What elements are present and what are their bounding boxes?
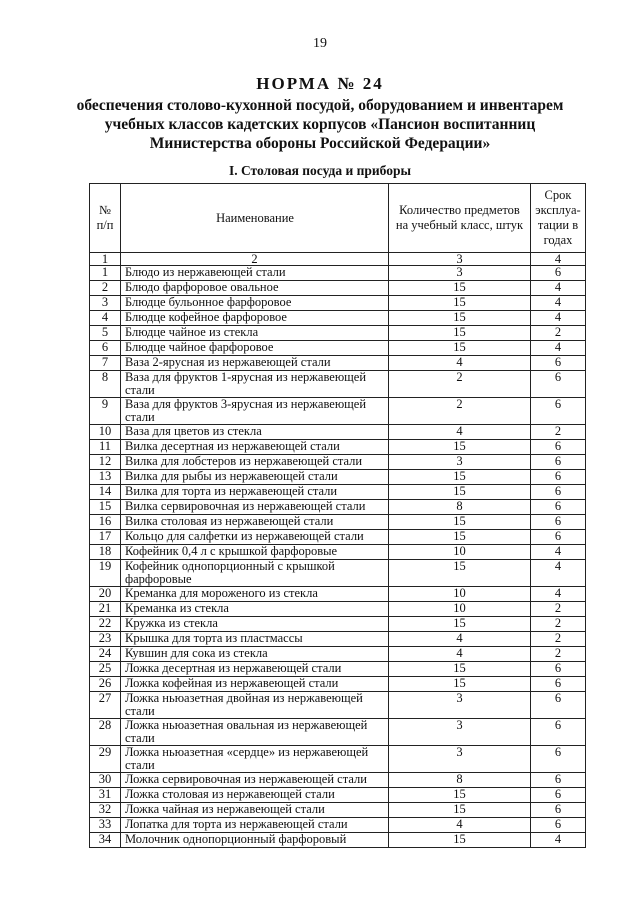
row-term: 4 (531, 545, 586, 560)
row-name: Ложка десертная из нержавеющей стали (121, 662, 389, 677)
row-term: 2 (531, 647, 586, 662)
row-number: 31 (90, 788, 121, 803)
row-number: 6 (90, 341, 121, 356)
row-term: 4 (531, 311, 586, 326)
row-qty: 15 (389, 326, 531, 341)
row-term: 6 (531, 266, 586, 281)
table-row (90, 425, 586, 440)
page-number: 19 (313, 36, 327, 51)
table-row (90, 356, 586, 371)
row-qty: 15 (389, 803, 531, 818)
row-name: Блюдо из нержавеющей стали (121, 266, 389, 281)
row-term: 6 (531, 818, 586, 833)
table-row (90, 719, 586, 746)
table-row (90, 692, 586, 719)
row-name: Ложка столовая из нержавеющей стали (121, 788, 389, 803)
row-qty: 15 (389, 560, 531, 587)
row-qty: 15 (389, 662, 531, 677)
table-row (90, 746, 586, 773)
index-cell: 2 (121, 253, 389, 266)
row-name: Ложка ньюазетная овальная из нержавеющей стали (121, 719, 389, 746)
row-number: 13 (90, 470, 121, 485)
row-number: 27 (90, 692, 121, 719)
row-qty: 2 (389, 371, 531, 398)
row-qty: 15 (389, 341, 531, 356)
row-name: Ваза для фруктов 3-ярусная из нержавеющей стали (121, 398, 389, 425)
table-row (90, 455, 586, 470)
table-row (90, 560, 586, 587)
row-name: Блюдце кофейное фарфоровое (121, 311, 389, 326)
row-number: 9 (90, 398, 121, 425)
table-index-row (90, 253, 586, 266)
table-header-row (90, 184, 586, 253)
table-row (90, 296, 586, 311)
row-name: Кофейник 0,4 л с крышкой фарфоровые (121, 545, 389, 560)
row-number: 4 (90, 311, 121, 326)
index-cell: 1 (90, 253, 121, 266)
row-term: 4 (531, 587, 586, 602)
row-qty: 4 (389, 818, 531, 833)
table-row (90, 587, 586, 602)
row-number: 5 (90, 326, 121, 341)
row-qty: 3 (389, 746, 531, 773)
row-name: Блюдо фарфоровое овальное (121, 281, 389, 296)
row-number: 25 (90, 662, 121, 677)
norm-table (89, 183, 586, 848)
row-name: Ложка сервировочная из нержавеющей стали (121, 773, 389, 788)
row-number: 34 (90, 833, 121, 848)
row-term: 4 (531, 341, 586, 356)
row-qty: 4 (389, 647, 531, 662)
row-qty: 15 (389, 485, 531, 500)
row-qty: 10 (389, 602, 531, 617)
row-number: 12 (90, 455, 121, 470)
row-term: 6 (531, 803, 586, 818)
table-row (90, 617, 586, 632)
row-qty: 15 (389, 833, 531, 848)
row-number: 14 (90, 485, 121, 500)
row-term: 6 (531, 485, 586, 500)
row-number: 10 (90, 425, 121, 440)
row-number: 15 (90, 500, 121, 515)
row-term: 6 (531, 788, 586, 803)
header-num: № п/п (90, 184, 121, 253)
row-term: 6 (531, 371, 586, 398)
table-row (90, 281, 586, 296)
row-term: 6 (531, 662, 586, 677)
row-name: Ваза для цветов из стекла (121, 425, 389, 440)
row-number: 26 (90, 677, 121, 692)
row-name: Вилка для торта из нержавеющей стали (121, 485, 389, 500)
row-term: 2 (531, 326, 586, 341)
row-term: 6 (531, 746, 586, 773)
row-name: Ложка кофейная из нержавеющей стали (121, 677, 389, 692)
row-name: Кофейник однопорционный с крышкой фарфоровые (121, 560, 389, 587)
row-name: Молочник однопорционный фарфоровый (121, 833, 389, 848)
row-term: 2 (531, 602, 586, 617)
header-name: Наименование (121, 184, 389, 253)
row-qty: 15 (389, 440, 531, 455)
row-name: Креманка из стекла (121, 602, 389, 617)
document-title: НОРМА № 24 (256, 74, 384, 93)
row-term: 6 (531, 500, 586, 515)
header-term: Срок эксплуа-тации в годах (531, 184, 586, 253)
row-term: 6 (531, 677, 586, 692)
row-number: 17 (90, 530, 121, 545)
table-row (90, 773, 586, 788)
table-row (90, 311, 586, 326)
document-subtitle: обеспечения столово-кухонной посудой, оборудованием и инвентарем учебных классов кадетских корпусов «Пансион воспитанниц Министерства обороны Российской Федерации» (76, 97, 564, 152)
row-name: Крышка для торта из пластмассы (121, 632, 389, 647)
row-term: 4 (531, 296, 586, 311)
row-term: 6 (531, 470, 586, 485)
row-qty: 15 (389, 617, 531, 632)
row-number: 20 (90, 587, 121, 602)
row-qty: 4 (389, 632, 531, 647)
row-term: 6 (531, 398, 586, 425)
row-name: Блюдце бульонное фарфоровое (121, 296, 389, 311)
row-name: Ваза 2-ярусная из нержавеющей стали (121, 356, 389, 371)
table-body (90, 266, 586, 848)
row-qty: 8 (389, 500, 531, 515)
row-qty: 3 (389, 266, 531, 281)
table-row (90, 632, 586, 647)
row-term: 6 (531, 515, 586, 530)
section-title: I. Столовая посуда и приборы (228, 163, 412, 178)
row-name: Ложка чайная из нержавеющей стали (121, 803, 389, 818)
table-row (90, 485, 586, 500)
table-row (90, 371, 586, 398)
table-row (90, 398, 586, 425)
table-row (90, 545, 586, 560)
row-number: 2 (90, 281, 121, 296)
index-cell: 3 (389, 253, 531, 266)
row-qty: 3 (389, 719, 531, 746)
row-qty: 10 (389, 545, 531, 560)
header-qty: Количество предметов на учебный класс, штук (389, 184, 531, 253)
row-number: 21 (90, 602, 121, 617)
row-qty: 15 (389, 530, 531, 545)
row-term: 6 (531, 719, 586, 746)
table-row (90, 647, 586, 662)
row-number: 33 (90, 818, 121, 833)
row-qty: 8 (389, 773, 531, 788)
row-term: 6 (531, 530, 586, 545)
row-number: 23 (90, 632, 121, 647)
row-term: 6 (531, 356, 586, 371)
row-term: 6 (531, 440, 586, 455)
table-row (90, 500, 586, 515)
row-name: Вилка сервировочная из нержавеющей стали (121, 500, 389, 515)
row-number: 11 (90, 440, 121, 455)
row-term: 4 (531, 281, 586, 296)
row-number: 24 (90, 647, 121, 662)
row-name: Кольцо для салфетки из нержавеющей стали (121, 530, 389, 545)
index-cell: 4 (531, 253, 586, 266)
row-qty: 3 (389, 455, 531, 470)
table-row (90, 818, 586, 833)
row-qty: 10 (389, 587, 531, 602)
table-row (90, 326, 586, 341)
table-row (90, 833, 586, 848)
row-term: 4 (531, 560, 586, 587)
row-term: 2 (531, 617, 586, 632)
row-number: 3 (90, 296, 121, 311)
table-row (90, 341, 586, 356)
row-qty: 15 (389, 311, 531, 326)
row-term: 2 (531, 632, 586, 647)
row-number: 18 (90, 545, 121, 560)
row-name: Ваза для фруктов 1-ярусная из нержавеющей стали (121, 371, 389, 398)
table-row (90, 788, 586, 803)
table-row (90, 803, 586, 818)
table-row (90, 266, 586, 281)
table-row (90, 440, 586, 455)
table-row (90, 602, 586, 617)
row-term: 6 (531, 692, 586, 719)
row-name: Ложка ньюазетная двойная из нержавеющей стали (121, 692, 389, 719)
row-qty: 15 (389, 677, 531, 692)
row-qty: 15 (389, 515, 531, 530)
row-number: 8 (90, 371, 121, 398)
row-name: Вилка столовая из нержавеющей стали (121, 515, 389, 530)
row-qty: 3 (389, 692, 531, 719)
row-number: 28 (90, 719, 121, 746)
table-row (90, 515, 586, 530)
row-name: Вилка для рыбы из нержавеющей стали (121, 470, 389, 485)
row-term: 4 (531, 833, 586, 848)
row-term: 2 (531, 425, 586, 440)
row-number: 19 (90, 560, 121, 587)
row-name: Кружка из стекла (121, 617, 389, 632)
row-qty: 15 (389, 296, 531, 311)
row-term: 6 (531, 773, 586, 788)
row-qty: 15 (389, 788, 531, 803)
row-qty: 4 (389, 356, 531, 371)
row-number: 22 (90, 617, 121, 632)
row-number: 1 (90, 266, 121, 281)
row-name: Блюдце чайное фарфоровое (121, 341, 389, 356)
row-name: Вилка для лобстеров из нержавеющей стали (121, 455, 389, 470)
row-name: Лопатка для торта из нержавеющей стали (121, 818, 389, 833)
row-name: Креманка для мороженого из стекла (121, 587, 389, 602)
table-row (90, 677, 586, 692)
row-name: Блюдце чайное из стекла (121, 326, 389, 341)
row-number: 7 (90, 356, 121, 371)
row-number: 16 (90, 515, 121, 530)
row-number: 32 (90, 803, 121, 818)
row-qty: 15 (389, 470, 531, 485)
row-name: Вилка десертная из нержавеющей стали (121, 440, 389, 455)
table-row (90, 470, 586, 485)
row-number: 29 (90, 746, 121, 773)
row-number: 30 (90, 773, 121, 788)
table-row (90, 662, 586, 677)
row-qty: 4 (389, 425, 531, 440)
row-qty: 15 (389, 281, 531, 296)
table-row (90, 530, 586, 545)
row-name: Ложка ньюазетная «сердце» из нержавеющей стали (121, 746, 389, 773)
row-qty: 2 (389, 398, 531, 425)
row-name: Кувшин для сока из стекла (121, 647, 389, 662)
row-term: 6 (531, 455, 586, 470)
